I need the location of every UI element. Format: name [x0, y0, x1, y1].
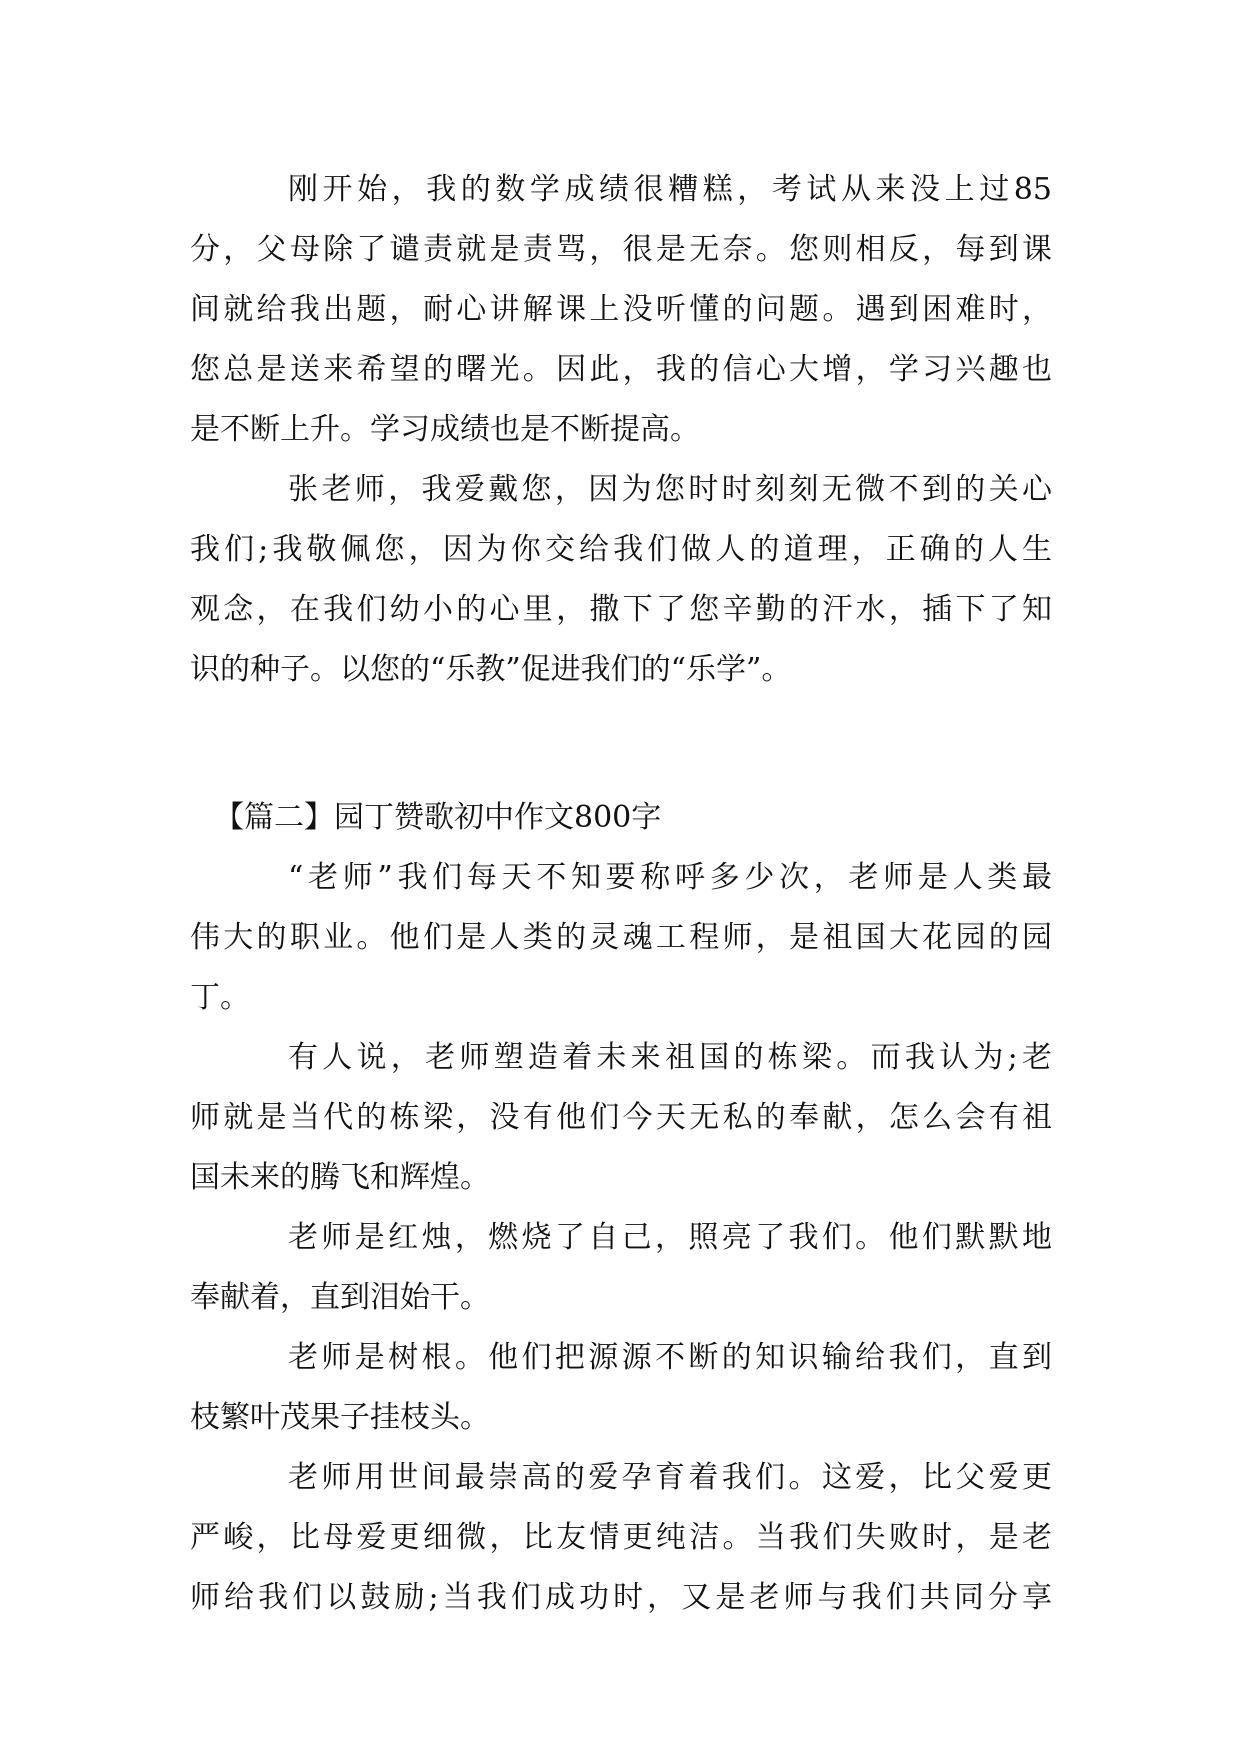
paragraph — [190, 1028, 1052, 1208]
paragraph-line: 丁。 — [190, 980, 250, 1015]
paragraph-line: 老师是树根。他们把源源不断的知识输给我们，直到 — [288, 1340, 1052, 1375]
paragraph-line: 识的种子。以您的“乐教”促进我们的“乐学”。 — [190, 652, 792, 687]
paragraph-line: 是不断上升。学习成绩也是不断提高。 — [190, 412, 700, 447]
paragraph-line: 师给我们以鼓励;当我们成功时，又是老师与我们共同分享 — [190, 1580, 1052, 1615]
paragraph — [190, 848, 1052, 1028]
paragraph-line: 国未来的腾飞和辉煌。 — [190, 1160, 490, 1195]
paragraph — [190, 1328, 1052, 1448]
paragraph-line: 枝繁叶茂果子挂枝头。 — [190, 1400, 490, 1435]
paragraph-line: 有人说，老师塑造着未来祖国的栋梁。而我认为;老 — [288, 1040, 1052, 1075]
paragraph-line: “老师”我们每天不知要称呼多少次，老师是人类最 — [288, 860, 1052, 895]
paragraph-line: 分，父母除了谴责就是责骂，很是无奈。您则相反，每到课 — [190, 232, 1052, 267]
paragraph-line: 观念，在我们幼小的心里，撒下了您辛勤的汗水，插下了知 — [190, 592, 1052, 627]
paragraph-line: 师就是当代的栋梁，没有他们今天无私的奉献，怎么会有祖 — [190, 1100, 1052, 1135]
paragraph-line: 刚开始，我的数学成绩很糟糕，考试从来没上过85 — [288, 172, 1052, 207]
section-heading: 【篇二】园丁赞歌初中作文800字 — [214, 800, 662, 835]
paragraph-line: 严峻，比母爱更细微，比友情更纯洁。当我们失败时，是老 — [190, 1520, 1052, 1555]
paragraph-line: 老师用世间最崇高的爱孕育着我们。这爱，比父爱更 — [288, 1460, 1052, 1495]
paragraph — [190, 160, 1052, 460]
section-spacer — [190, 700, 1052, 788]
paragraph-line: 张老师，我爱戴您，因为您时时刻刻无微不到的关心 — [288, 472, 1052, 507]
paragraph — [190, 1208, 1052, 1328]
paragraph — [190, 460, 1052, 700]
paragraph-line: 老师是红烛，燃烧了自己，照亮了我们。他们默默地 — [288, 1220, 1052, 1255]
paragraph — [190, 1448, 1052, 1628]
paragraph-line: 奉献着，直到泪始干。 — [190, 1280, 490, 1315]
paragraph-line: 伟大的职业。他们是人类的灵魂工程师，是祖国大花园的园 — [190, 920, 1052, 955]
paragraph-line: 我们;我敬佩您，因为你交给我们做人的道理，正确的人生 — [190, 532, 1052, 567]
paragraph-line: 间就给我出题，耐心讲解课上没听懂的问题。遇到困难时， — [190, 292, 1052, 327]
document-body — [190, 160, 1052, 1628]
paragraph-line: 您总是送来希望的曙光。因此，我的信心大增，学习兴趣也 — [190, 352, 1052, 387]
